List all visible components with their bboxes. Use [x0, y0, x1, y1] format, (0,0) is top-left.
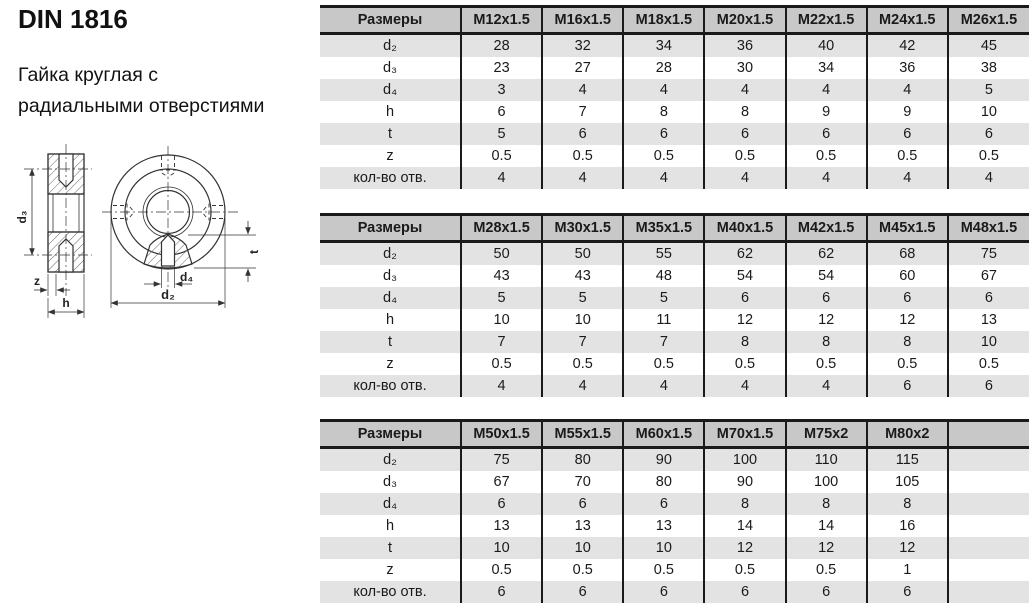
value-cell: 8 [704, 101, 785, 123]
row-label: кол-во отв. [353, 170, 427, 186]
value-cell: 48 [623, 265, 704, 287]
value-cell: 34 [786, 57, 867, 79]
value-cell: 6 [867, 581, 948, 603]
dim-label-z: z [34, 274, 40, 288]
value-cell: 6 [786, 123, 867, 145]
value-cell: 0.5 [461, 559, 542, 581]
value-cell: 0.5 [786, 353, 867, 375]
thread-size-header: M48x1.5 [948, 215, 1029, 242]
value-cell: 36 [867, 57, 948, 79]
value-cell: 0.5 [461, 145, 542, 167]
value-cell: 115 [867, 448, 948, 472]
value-cell: 11 [623, 309, 704, 331]
value-cell: 4 [867, 167, 948, 189]
thread-size-header: M12x1.5 [461, 7, 542, 34]
value-cell: 4 [948, 167, 1029, 189]
value-cell [948, 448, 1029, 472]
value-cell: 6 [786, 287, 867, 309]
value-cell: 34 [623, 34, 704, 58]
table-row [320, 79, 1029, 101]
value-cell: 0.5 [542, 145, 623, 167]
value-cell: 6 [948, 375, 1029, 397]
value-cell: 13 [542, 515, 623, 537]
row-label: t [387, 334, 393, 350]
value-cell: 23 [461, 57, 542, 79]
value-cell [948, 515, 1029, 537]
thread-size-header: M16x1.5 [542, 7, 623, 34]
value-cell: 30 [704, 57, 785, 79]
row-label: z [386, 356, 394, 372]
value-cell: 4 [623, 167, 704, 189]
value-cell: 50 [542, 242, 623, 266]
dim-label-h: h [62, 296, 70, 310]
thread-size-header: M20x1.5 [704, 7, 785, 34]
value-cell: 14 [704, 515, 785, 537]
value-cell: 12 [704, 537, 785, 559]
value-cell: 8 [867, 493, 948, 515]
value-cell: 13 [461, 515, 542, 537]
value-cell: 6 [867, 287, 948, 309]
value-cell: 12 [786, 537, 867, 559]
table-row [320, 123, 1029, 145]
page-title: DIN 1816 [18, 4, 128, 34]
thread-size-header: M80x2 [867, 421, 948, 448]
spec-table-1 [320, 5, 1029, 189]
table-row [320, 493, 1029, 515]
value-cell: 4 [704, 375, 785, 397]
value-cell: 6 [461, 493, 542, 515]
row-label: h [385, 312, 395, 328]
table-row [320, 581, 1029, 603]
header-row [320, 421, 1029, 448]
value-cell: 6 [623, 493, 704, 515]
value-cell: 5 [461, 287, 542, 309]
thread-size-header: M26x1.5 [948, 7, 1029, 34]
row-label: d₂ [383, 38, 397, 54]
value-cell: 10 [542, 537, 623, 559]
value-cell: 14 [786, 515, 867, 537]
value-cell: 54 [786, 265, 867, 287]
value-cell: 80 [542, 448, 623, 472]
value-cell: 4 [704, 167, 785, 189]
value-cell: 6 [704, 581, 785, 603]
value-cell: 54 [704, 265, 785, 287]
value-cell: 0.5 [542, 559, 623, 581]
row-label: кол-во отв. [353, 584, 427, 600]
value-cell: 8 [704, 493, 785, 515]
value-cell: 12 [704, 309, 785, 331]
value-cell: 100 [786, 471, 867, 493]
value-cell: 5 [948, 79, 1029, 101]
value-cell: 7 [542, 331, 623, 353]
value-cell: 67 [461, 471, 542, 493]
value-cell: 80 [623, 471, 704, 493]
spec-table-2 [320, 213, 1029, 397]
page-subtitle [18, 60, 264, 122]
technical-drawing [2, 138, 310, 330]
value-cell: 4 [461, 375, 542, 397]
value-cell: 7 [542, 101, 623, 123]
thread-size-header: M40x1.5 [704, 215, 785, 242]
value-cell: 32 [542, 34, 623, 58]
value-cell: 42 [867, 34, 948, 58]
value-cell: 5 [461, 123, 542, 145]
thread-size-header: M35x1.5 [623, 215, 704, 242]
value-cell: 110 [786, 448, 867, 472]
front-view [102, 146, 256, 308]
value-cell: 4 [704, 79, 785, 101]
value-cell: 4 [867, 79, 948, 101]
value-cell: 10 [542, 309, 623, 331]
dimensions-header: Размеры [320, 215, 461, 242]
table-row [320, 353, 1029, 375]
value-cell: 4 [542, 375, 623, 397]
value-cell: 4 [623, 79, 704, 101]
thread-size-header: M55x1.5 [542, 421, 623, 448]
thread-size-header: M30x1.5 [542, 215, 623, 242]
value-cell: 62 [704, 242, 785, 266]
value-cell: 0.5 [623, 559, 704, 581]
value-cell: 1 [867, 559, 948, 581]
page-subtitle-line2: радиальными отверстиями [18, 95, 265, 117]
row-label: z [386, 148, 394, 164]
value-cell: 6 [704, 287, 785, 309]
empty-header [948, 421, 1029, 448]
table-row [320, 537, 1029, 559]
value-cell: 0.5 [786, 559, 867, 581]
value-cell: 6 [948, 287, 1029, 309]
value-cell: 13 [623, 515, 704, 537]
value-cell: 4 [461, 167, 542, 189]
value-cell: 45 [948, 34, 1029, 58]
value-cell: 6 [461, 101, 542, 123]
table-row [320, 167, 1029, 189]
value-cell: 0.5 [704, 353, 785, 375]
header-row [320, 215, 1029, 242]
value-cell: 0.5 [623, 145, 704, 167]
value-cell: 10 [461, 309, 542, 331]
value-cell: 4 [786, 375, 867, 397]
table-row [320, 559, 1029, 581]
row-label: d₄ [383, 82, 397, 98]
value-cell: 9 [786, 101, 867, 123]
dim-label-t: t [247, 250, 261, 254]
thread-size-header: M45x1.5 [867, 215, 948, 242]
value-cell: 8 [623, 101, 704, 123]
value-cell: 105 [867, 471, 948, 493]
value-cell: 4 [786, 167, 867, 189]
value-cell: 10 [461, 537, 542, 559]
bottom-radial-hole [162, 235, 175, 266]
row-label: d₄ [383, 496, 397, 512]
row-label: z [386, 562, 394, 578]
value-cell [948, 493, 1029, 515]
value-cell: 27 [542, 57, 623, 79]
value-cell: 4 [786, 79, 867, 101]
table-row [320, 309, 1029, 331]
value-cell: 68 [867, 242, 948, 266]
table-row [320, 242, 1029, 266]
value-cell: 16 [867, 515, 948, 537]
value-cell: 38 [948, 57, 1029, 79]
value-cell: 6 [542, 123, 623, 145]
value-cell: 8 [704, 331, 785, 353]
value-cell: 67 [948, 265, 1029, 287]
value-cell: 6 [867, 375, 948, 397]
row-label: d₂ [383, 452, 397, 468]
thread-size-header: M28x1.5 [461, 215, 542, 242]
value-cell: 6 [542, 493, 623, 515]
value-cell: 9 [867, 101, 948, 123]
row-label: t [387, 540, 393, 556]
value-cell: 10 [948, 331, 1029, 353]
value-cell: 0.5 [623, 353, 704, 375]
value-cell: 0.5 [867, 353, 948, 375]
dim-label-d2: d₂ [161, 287, 175, 302]
table-row [320, 57, 1029, 79]
value-cell: 12 [867, 537, 948, 559]
dim-label-d3: d₃ [15, 210, 29, 224]
value-cell: 6 [948, 123, 1029, 145]
table-row [320, 101, 1029, 123]
dimensions-header: Размеры [320, 421, 461, 448]
value-cell: 55 [623, 242, 704, 266]
value-cell: 62 [786, 242, 867, 266]
value-cell: 6 [623, 581, 704, 603]
value-cell: 13 [948, 309, 1029, 331]
thread-circle [143, 187, 193, 237]
row-label: кол-во отв. [353, 378, 427, 394]
table-row [320, 331, 1029, 353]
value-cell: 0.5 [704, 559, 785, 581]
thread-size-header: M50x1.5 [461, 421, 542, 448]
value-cell: 50 [461, 242, 542, 266]
value-cell: 0.5 [542, 353, 623, 375]
row-label: h [385, 518, 395, 534]
row-label: d₃ [383, 60, 397, 76]
thread-size-header: M18x1.5 [623, 7, 704, 34]
value-cell: 6 [623, 123, 704, 145]
table-row [320, 287, 1029, 309]
row-label: t [387, 126, 393, 142]
value-cell: 8 [867, 331, 948, 353]
thread-size-header: M24x1.5 [867, 7, 948, 34]
value-cell: 4 [542, 79, 623, 101]
value-cell: 0.5 [704, 145, 785, 167]
value-cell: 4 [623, 375, 704, 397]
value-cell [948, 537, 1029, 559]
thread-size-header: M42x1.5 [786, 215, 867, 242]
value-cell: 4 [542, 167, 623, 189]
value-cell: 6 [867, 123, 948, 145]
dimensions-header: Размеры [320, 7, 461, 34]
value-cell: 10 [948, 101, 1029, 123]
table-row [320, 515, 1029, 537]
value-cell: 75 [948, 242, 1029, 266]
table-row [320, 448, 1029, 472]
value-cell: 28 [623, 57, 704, 79]
value-cell: 36 [704, 34, 785, 58]
table-row [320, 145, 1029, 167]
value-cell: 0.5 [786, 145, 867, 167]
table-row [320, 375, 1029, 397]
value-cell: 8 [786, 331, 867, 353]
value-cell: 10 [623, 537, 704, 559]
value-cell: 40 [786, 34, 867, 58]
value-cell: 43 [542, 265, 623, 287]
value-cell: 0.5 [867, 145, 948, 167]
section-view [24, 144, 92, 318]
value-cell: 6 [542, 581, 623, 603]
value-cell [948, 471, 1029, 493]
value-cell: 6 [461, 581, 542, 603]
thread-size-header: M75x2 [786, 421, 867, 448]
value-cell: 6 [786, 581, 867, 603]
row-label: h [385, 104, 395, 120]
thread-size-header: M60x1.5 [623, 421, 704, 448]
value-cell: 100 [704, 448, 785, 472]
thread-size-header: M22x1.5 [786, 7, 867, 34]
value-cell: 28 [461, 34, 542, 58]
page-subtitle-line1: Гайка круглая с [18, 64, 158, 86]
row-label: d₄ [383, 290, 397, 306]
value-cell: 5 [542, 287, 623, 309]
value-cell: 5 [623, 287, 704, 309]
value-cell: 90 [704, 471, 785, 493]
value-cell: 60 [867, 265, 948, 287]
thread-size-header: M70x1.5 [704, 421, 785, 448]
value-cell: 12 [786, 309, 867, 331]
value-cell: 0.5 [948, 353, 1029, 375]
value-cell: 7 [623, 331, 704, 353]
value-cell: 7 [461, 331, 542, 353]
row-label: d₃ [383, 474, 397, 490]
value-cell: 43 [461, 265, 542, 287]
table-row [320, 265, 1029, 287]
table-row [320, 34, 1029, 58]
value-cell: 75 [461, 448, 542, 472]
value-cell: 0.5 [948, 145, 1029, 167]
value-cell: 6 [704, 123, 785, 145]
table-row [320, 471, 1029, 493]
value-cell: 3 [461, 79, 542, 101]
dim-label-d4: d₄ [180, 270, 194, 284]
value-cell [948, 581, 1029, 603]
value-cell: 8 [786, 493, 867, 515]
value-cell: 0.5 [461, 353, 542, 375]
value-cell: 70 [542, 471, 623, 493]
header-row [320, 7, 1029, 34]
spec-table-3 [320, 419, 1029, 603]
row-label: d₂ [383, 246, 397, 262]
value-cell: 90 [623, 448, 704, 472]
value-cell [948, 559, 1029, 581]
row-label: d₃ [383, 268, 397, 284]
value-cell: 12 [867, 309, 948, 331]
